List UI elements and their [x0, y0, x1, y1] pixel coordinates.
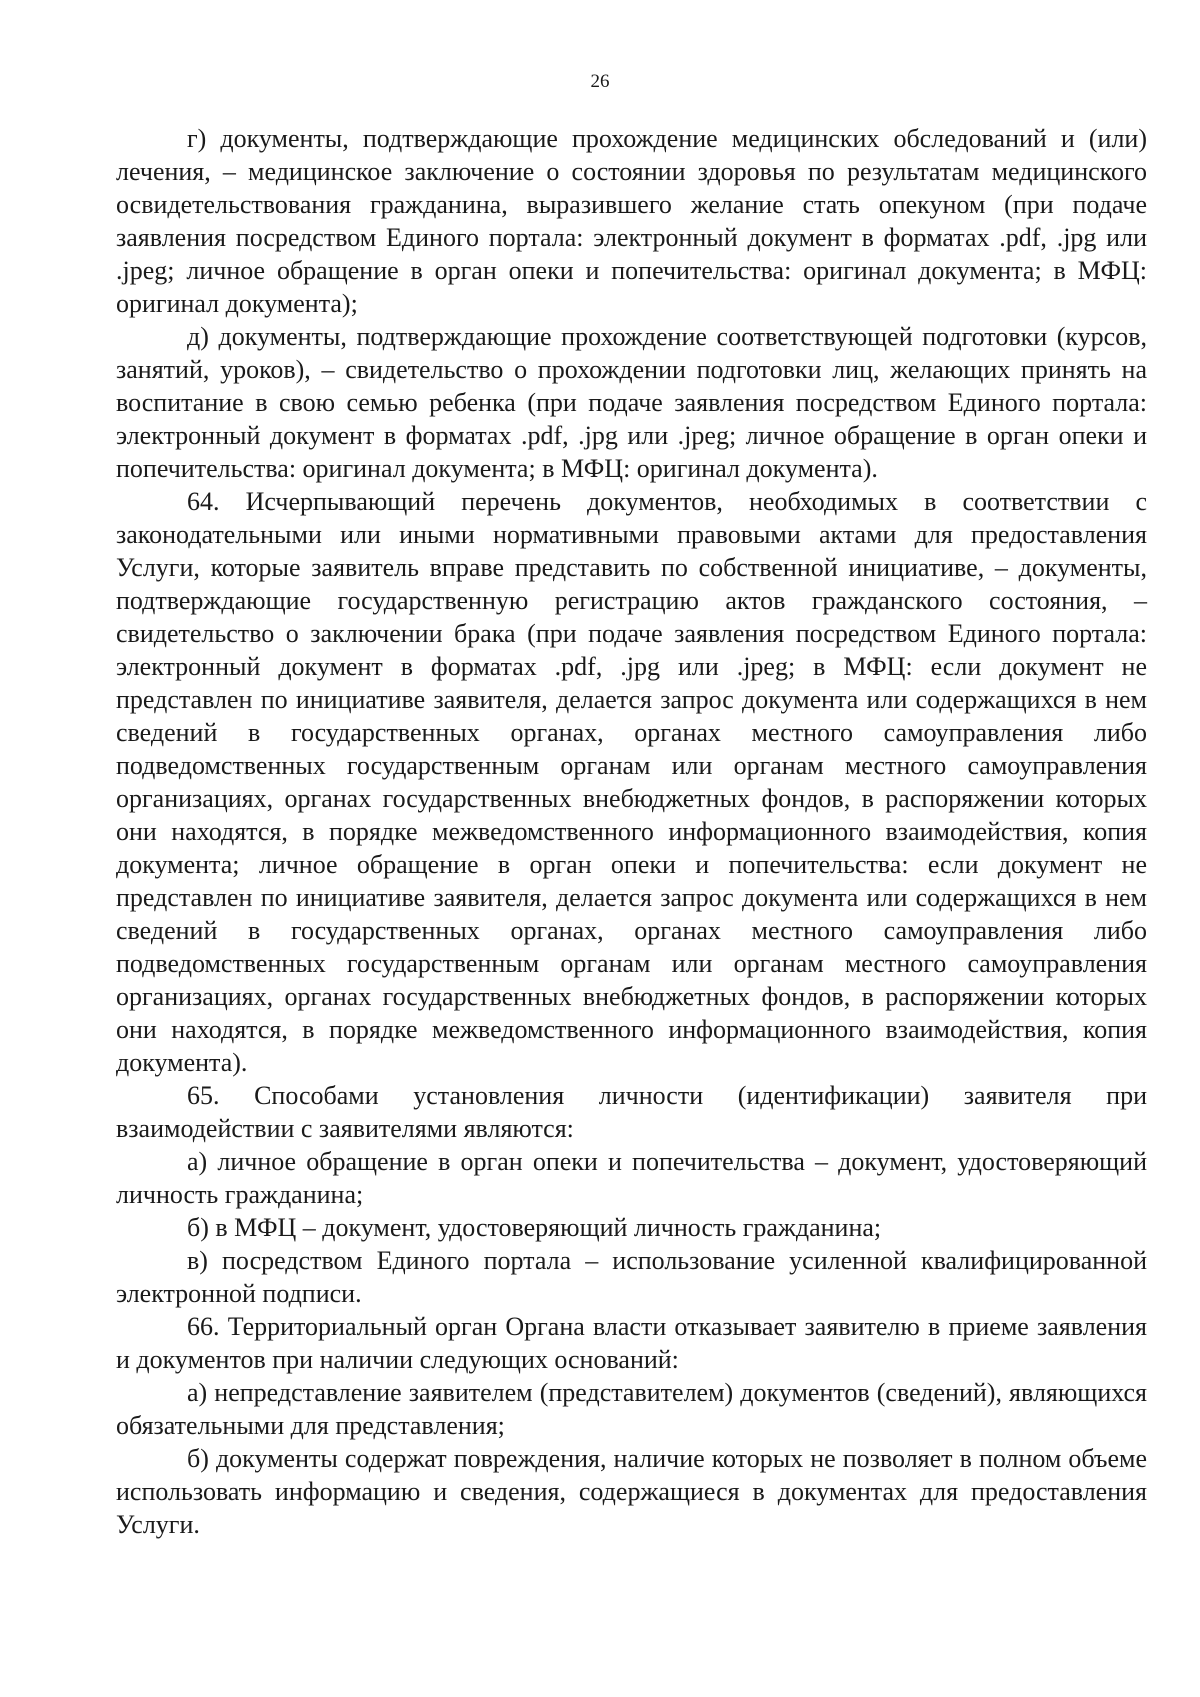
paragraph-65-item-v: в) посредством Единого портала – использование усиленной квалифицированной электронной подписи. [116, 1246, 1147, 1308]
paragraph-66-item-a: а) непредставление заявителем (представителем) документов (сведений), являющихся обязательными для представления; [116, 1378, 1147, 1440]
paragraph-65-item-a: а) личное обращение в орган опеки и попечительства – документ, удостоверяющий личность гражданина; [116, 1147, 1147, 1209]
paragraph-66-item-b: б) документы содержат повреждения, наличие которых не позволяет в полном объеме использовать информацию и сведения, содержащиеся в документах для предоставления Услуги. [116, 1444, 1147, 1539]
paragraph-64-optional-documents: 64. Исчерпывающий перечень документов, необходимых в соответствии с законодательными или иными нормативными правовыми актами для предоставления Услуги, которые заявитель вправе представить по собственной инициативе, – документы, подтверждающие государственную регистрацию актов гражданского состояния, – свидетельство о заключении брака (при подаче заявления посредством Единого портала: электронный документ в форматах .pdf, .jpg или .jpeg; в МФЦ: если документ не представлен по инициативе заявителя, делается запрос документа или содержащихся в нем сведений в государственных органах, органах местного самоуправления либо подведомственных государственным органам или органам местного самоуправления организациях, органах государственных внебюджетных фондов, в распоряжении которых они находятся, в порядке межведомственного информационного взаимодействия, копия документа; личное обращение в орган опеки и попечительства: если документ не представлен по инициативе заявителя, делается запрос документа или содержащихся в нем сведений в государственных органах, органах местного самоуправления либо подведомственных государственным органам или органам местного самоуправления организациях, органах государственных внебюджетных фондов, в распоряжении которых они находятся, в порядке межведомственного информационного взаимодействия, копия документа). [116, 487, 1147, 1077]
paragraph-66-refusal-grounds: 66. Территориальный орган Органа власти отказывает заявителю в приеме заявления и документов при наличии следующих оснований: [116, 1312, 1147, 1374]
paragraph-65-identification-methods: 65. Способами установления личности (идентификации) заявителя при взаимодействии с заявителями являются: [116, 1081, 1147, 1143]
paragraph-item-d-training-documents: д) документы, подтверждающие прохождение соответствующей подготовки (курсов, занятий, уроков), – свидетельство о прохождении подготовки лиц, желающих принять на воспитание в свою семью ребенка (при подаче заявления посредством Единого портала: электронный документ в форматах .pdf, .jpg или .jpeg; личное обращение в орган опеки и попечительства: оригинал документа; в МФЦ: оригинал документа). [116, 322, 1147, 483]
paragraph-item-g-medical-documents: г) документы, подтверждающие прохождение медицинских обследований и (или) лечения, – медицинское заключение о состоянии здоровья по результатам медицинского освидетельствования гражданина, выразившего желание стать опекуном (при подаче заявления посредством Единого портала: электронный документ в форматах .pdf, .jpg или .jpeg; личное обращение в орган опеки и попечительства: оригинал документа; в МФЦ: оригинал документа); [116, 124, 1147, 318]
paragraph-65-item-b: б) в МФЦ – документ, удостоверяющий личность гражданина; [187, 1213, 882, 1242]
document-body [116, 122, 1147, 1541]
page-number: 26 [590, 71, 610, 92]
